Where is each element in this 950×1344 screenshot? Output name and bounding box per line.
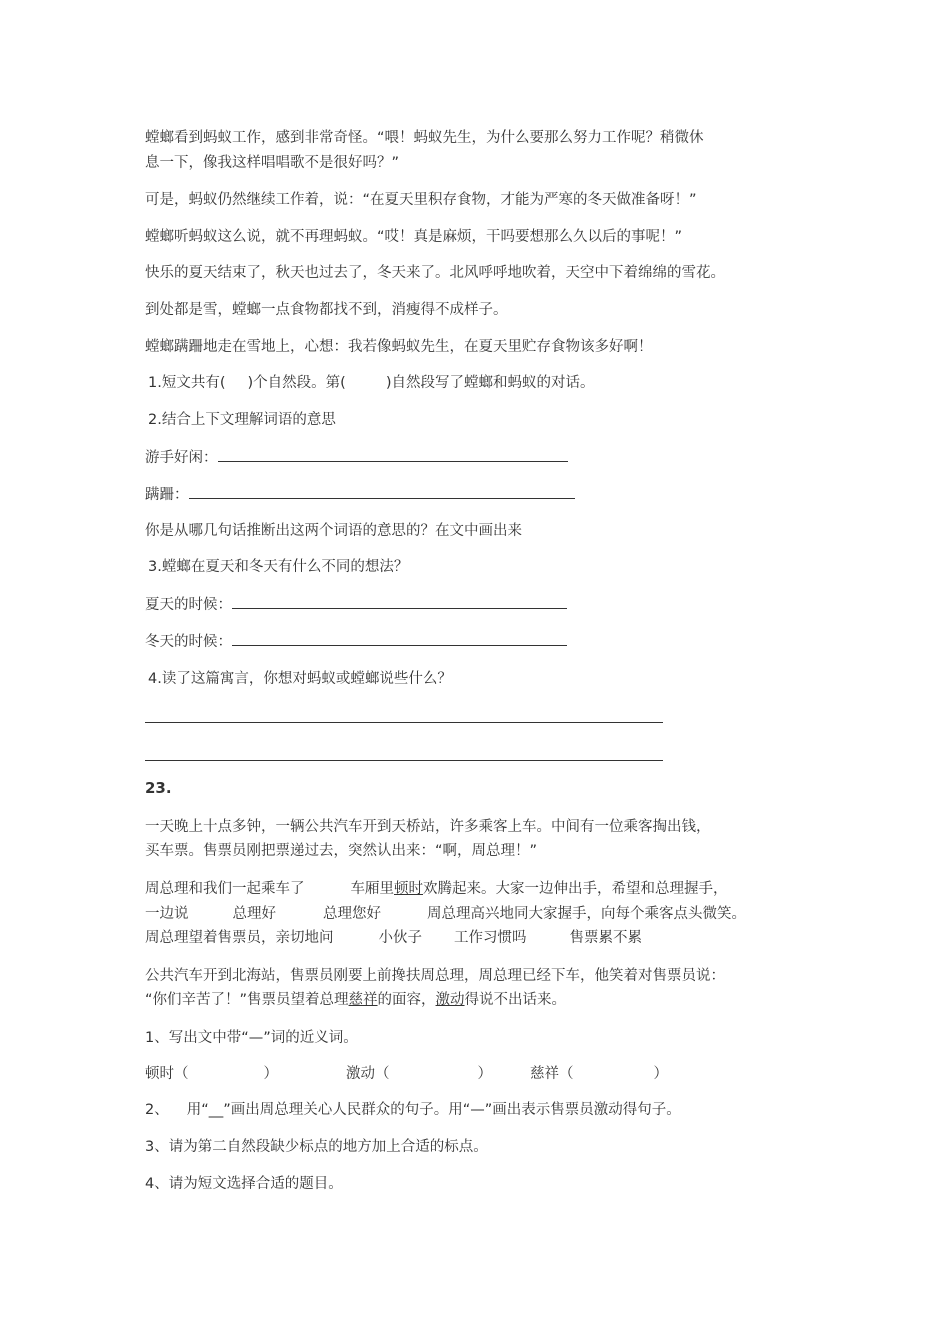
question-2: 2.结合上下文理解词语的意思	[148, 412, 336, 428]
text-span: 总理您好	[323, 906, 381, 922]
section-number: 23.	[145, 779, 172, 797]
story1-paragraph-6: 螳螂蹒跚地走在雪地上，心想：我若像蚂蚁先生，在夏天里贮存食物该多好啊！	[145, 339, 653, 355]
text-span: 车厢里	[350, 881, 394, 897]
story2-paragraph-2a	[145, 879, 728, 899]
text-span: 周总理高兴地同大家握手，向每个乘客点头微笑。	[427, 906, 746, 922]
text-span: 总理好	[232, 906, 276, 922]
question-3-summer	[145, 594, 567, 615]
answer-line[interactable]	[145, 760, 663, 761]
story2-paragraph-2c	[145, 928, 642, 948]
question2-2	[145, 1100, 681, 1120]
text-span: 得说不出话来。	[464, 992, 567, 1008]
paren: ）	[653, 1066, 668, 1082]
question-2-word-1-label: 游手好闲：	[145, 450, 218, 466]
story2-paragraph-1b: 买车票。售票员刚把票递过去，突然认出来：“啊，周总理！”	[145, 843, 538, 859]
paren: ）	[477, 1066, 492, 1082]
paren: ）	[263, 1066, 278, 1082]
question-3-summer-label: 夏天的时候：	[145, 597, 232, 613]
story2-paragraph-2b	[145, 904, 746, 924]
story2-paragraph-3b	[145, 990, 566, 1010]
answer-blank[interactable]	[232, 631, 567, 646]
story1-paragraph-2: 可是，蚂蚁仍然继续工作着，说：“在夏天里积存食物，才能为严寒的冬天做准备呀！”	[145, 192, 697, 208]
question-4: 4.读了这篇寓言，你想对蚂蚁或螳螂说些什么？	[148, 671, 452, 687]
story1-paragraph-5: 到处都是雪，螳螂一点食物都找不到，消瘦得不成样子。	[145, 302, 508, 318]
text-span: 小伙子	[378, 930, 422, 946]
answer-blank[interactable]	[189, 484, 575, 499]
text-span: 欢腾起来。大家一边伸出手，希望和总理握手，	[423, 881, 728, 897]
question-2-word-2-label: 蹒跚：	[145, 487, 189, 503]
story1-paragraph-3: 螳螂听蚂蚁这么说，就不再理蚂蚁。“哎！真是麻烦，干吗要想那么久以后的事呢！”	[145, 229, 683, 245]
story1-paragraph-1b: 息一下，像我这样唱唱歌不是很好吗？”	[145, 155, 400, 171]
word-label: 慈祥（	[530, 1066, 574, 1082]
question-1	[148, 373, 594, 393]
question-3: 3.螳螂在夏天和冬天有什么不同的想法？	[148, 559, 409, 575]
underlined-word: 顿时	[394, 881, 423, 897]
question-1-part-c: )自然段写了螳螂和蚂蚁的对话。	[385, 375, 595, 391]
question2-3: 3、请为第二自然段缺少标点的地方加上合适的标点。	[145, 1139, 488, 1155]
question-1-part-a: 1.短文共有(	[148, 375, 226, 391]
text-span: 用“__”画出周总理关心人民群众的句子。用“—”画出表示售票员激动得句子。	[186, 1102, 681, 1118]
question-2-note: 你是从哪几句话推断出这两个词语的意思的？在文中画出来	[145, 523, 522, 539]
text-span: 的面容，	[377, 992, 436, 1008]
underlined-word: 慈祥	[348, 992, 378, 1008]
underlined-word: 激动	[435, 992, 465, 1008]
answer-blank[interactable]	[232, 594, 567, 609]
question2-1-words	[145, 1064, 668, 1084]
text-span: 周总理和我们一起乘车了	[145, 881, 305, 897]
text-span: “你们辛苦了！”售票员望着总理	[145, 992, 349, 1008]
story1-paragraph-1a: 螳螂看到蚂蚁工作，感到非常奇怪。“喂！蚂蚁先生，为什么要那么努力工作呢？稍微休	[145, 130, 704, 146]
question-3-winter	[145, 631, 567, 652]
text-span: 2、	[145, 1102, 169, 1118]
question-2-word-2	[145, 484, 575, 505]
story2-paragraph-1a: 一天晚上十点多钟，一辆公共汽车开到天桥站，许多乘客上车。中间有一位乘客掏出钱，	[145, 819, 711, 835]
question-2-word-1	[145, 447, 568, 468]
word-label: 顿时（	[145, 1066, 189, 1082]
answer-blank[interactable]	[218, 447, 568, 462]
question2-1: 1、写出文中带“—”词的近义词。	[145, 1030, 358, 1046]
text-span: 售票累不累	[569, 930, 642, 946]
story2-paragraph-3a: 公共汽车开到北海站，售票员刚要上前搀扶周总理，周总理已经下车，他笑着对售票员说：	[145, 968, 725, 984]
text-span: 周总理望着售票员，亲切地问	[145, 930, 334, 946]
question-1-part-b: )个自然段。第(	[247, 375, 346, 391]
story1-paragraph-4: 快乐的夏天结束了，秋天也过去了，冬天来了。北风呼呼地吹着，天空中下着绵绵的雪花。	[145, 265, 725, 281]
word-label: 激动（	[346, 1066, 390, 1082]
question2-4: 4、请为短文选择合适的题目。	[145, 1176, 343, 1192]
text-span: 工作习惯吗	[454, 930, 527, 946]
answer-line[interactable]	[145, 722, 663, 723]
question-3-winter-label: 冬天的时候：	[145, 634, 232, 650]
text-span: 一边说	[145, 906, 189, 922]
